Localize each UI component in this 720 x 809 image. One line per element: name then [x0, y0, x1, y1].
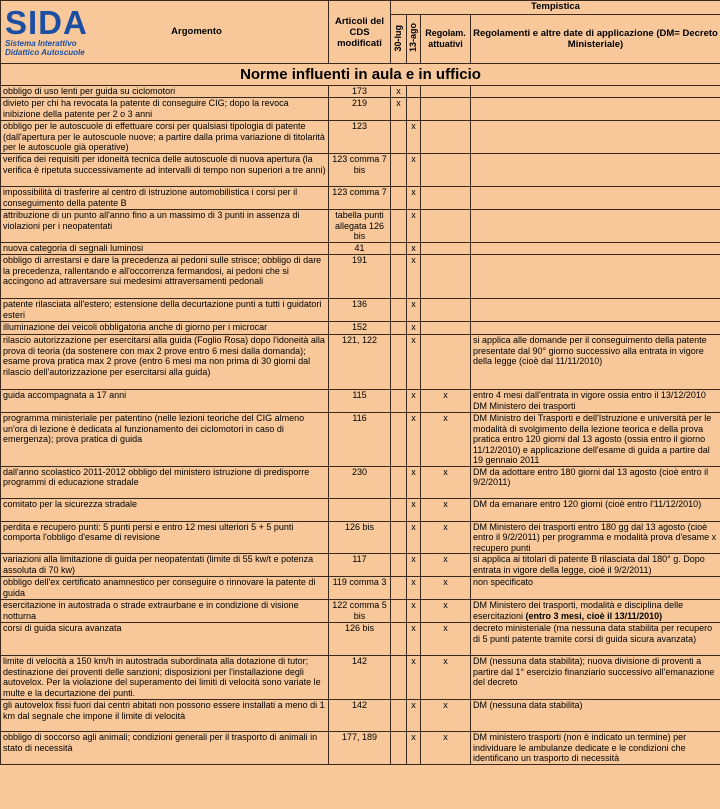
cell-argomento-text: obbligo di uso lenti per guida su ciclomotori	[3, 86, 176, 96]
cell-13ago	[407, 554, 421, 577]
cell-articoli	[329, 322, 391, 335]
cell-argomento-text: attribuzione di un punto all'anno fino a un massimo di 3 punti in assenza di violazioni per i neopatentati	[3, 210, 300, 231]
cell-articoli-text: 142	[351, 656, 368, 666]
cell-articoli	[329, 187, 391, 210]
cell-argomento-text: illuminazione dei veicoli obbligatoria anche di giorno per i microcar	[3, 322, 268, 332]
cell-13ago-text: x	[411, 299, 416, 309]
logo-subtitle-1: Sistema Interattivo	[5, 39, 77, 48]
cell-articoli	[329, 390, 391, 413]
col-30lug: 30-lug	[393, 24, 404, 52]
table-row	[1, 154, 720, 187]
table-row	[1, 498, 720, 521]
cell-13ago-text: x	[411, 255, 416, 265]
cell-articoli	[329, 98, 391, 121]
cell-articoli	[329, 299, 391, 322]
cell-articoli-text: 142	[351, 700, 368, 710]
cell-regolam	[421, 732, 471, 765]
cell-argomento	[1, 413, 329, 467]
cell-articoli	[329, 243, 391, 255]
cell-argomento	[1, 700, 329, 732]
cell-13ago	[407, 121, 421, 154]
cell-argomento	[1, 623, 329, 656]
cell-regolam-text: x	[443, 700, 448, 710]
cell-13ago	[407, 86, 421, 98]
cell-30lug	[391, 732, 407, 765]
cell-articoli-text: 136	[351, 299, 368, 309]
table-row	[1, 390, 720, 413]
cell-argomento	[1, 577, 329, 600]
cell-regolam	[421, 299, 471, 322]
cell-articoli	[329, 732, 391, 765]
col-30lug-cell	[391, 15, 407, 64]
cell-articoli-text: 230	[351, 466, 368, 477]
cell-argomento-text: dall'anno scolastico 2011-2012 obbligo del ministero istruzione di predisporre programmi di educazione stradale	[3, 466, 310, 487]
cell-13ago	[407, 577, 421, 600]
cell-articoli-text: 121, 122	[341, 335, 378, 345]
cell-regolam-text: x	[443, 390, 448, 400]
cell-regolamenti-text: decreto ministeriale (ma nessuna data stabilita per recupero di 5 punti patente tramite corsi di guida sicura avanzata)	[473, 623, 713, 644]
cell-regolamenti-text: DM (nessuna data stabilita); nuova divisione di proventi a partire dal 1° esercizio finanziario successivo all'emanazione del decreto	[473, 656, 715, 687]
table-row	[1, 577, 720, 600]
cell-argomento-text: divieto per chi ha revocata la patente di conseguire CIG; dopo la revoca inibizione della patente per 2 o 3 anni	[3, 98, 289, 119]
cell-articoli-text: 177, 189	[341, 732, 378, 742]
cell-argomento	[1, 210, 329, 243]
cell-argomento	[1, 521, 329, 554]
cell-articoli	[329, 121, 391, 154]
logo-word: SIDA	[5, 4, 88, 41]
cell-30lug-text: x	[396, 86, 401, 96]
cell-30lug	[391, 98, 407, 121]
cell-articoli	[329, 498, 391, 521]
cell-regolam	[421, 700, 471, 732]
cell-regolamenti-text: DM Ministero dei trasporti, modalità e disciplina delle esercitazioni	[473, 600, 684, 621]
cell-regolamenti-text: DM Ministero dei trasporti entro 180 gg dal 13 agosto (cioè entro il 9/2/2011) per programma e modalità prova d'esame x recupero punti	[473, 521, 717, 553]
cell-regolam	[421, 600, 471, 623]
cell-13ago-text: x	[411, 121, 416, 131]
cell-regolam	[421, 466, 471, 498]
cell-argomento	[1, 554, 329, 577]
cell-articoli	[329, 255, 391, 299]
table-body	[1, 86, 720, 765]
cell-13ago	[407, 700, 421, 732]
cell-regolamenti-bold: (entro 3 mesi, cioè il 13/11/2010)	[525, 610, 663, 621]
cell-13ago	[407, 154, 421, 187]
cell-regolamenti	[471, 86, 720, 98]
cell-regolamenti	[471, 322, 720, 335]
cell-articoli-text: 119 comma 3	[332, 577, 387, 587]
cell-30lug	[391, 656, 407, 700]
cell-regolam-text: x	[443, 413, 448, 423]
table-row	[1, 466, 720, 498]
cell-regolam-text: x	[443, 498, 448, 509]
cell-argomento-text: corsi di guida sicura avanzata	[3, 623, 122, 633]
cell-13ago-text: x	[411, 554, 416, 564]
cell-regolam-text: x	[443, 600, 448, 610]
table-row	[1, 86, 720, 98]
col-articoli: Articoli del CDS modificati	[329, 1, 391, 64]
table-row	[1, 623, 720, 656]
cell-regolam-text: x	[443, 554, 448, 564]
cell-articoli	[329, 700, 391, 732]
cell-regolamenti-text: si applica alle domande per il conseguimento della patente presentate dal 90° giorno successivo alla entrata in vigore della legge (cioè dal 11/11/2010)	[473, 335, 707, 366]
cell-regolamenti	[471, 121, 720, 154]
cell-argomento-text: obbligo di arrestarsi e dare la precedenza ai pedoni sulle strisce; obbligo di dare la precedenza, rallentando e all'occorrenza fermandosi, ai pedoni che si accingono ad attraversare sui medesimi attraversamenti pedonali	[3, 255, 322, 286]
cell-argomento	[1, 154, 329, 187]
cell-argomento-text: gli autovelox fissi fuori dai centri abitati non possono essere installati a meno di 1 km dal segnale che impone il limite di velocità	[3, 700, 325, 721]
cell-regolam	[421, 154, 471, 187]
cell-articoli	[329, 554, 391, 577]
cell-argomento-text: limite di velocità a 150 km/h in autostrada subordinata alla dotazione di tutor; destinazione dei proventi delle sanzioni; disposizioni per l'installazione degli autovelox. Per la violazione del superamento dei limiti di velocità sono variate le multe e la decurtazione dei punti.	[3, 656, 321, 698]
col-regolam: Regolam. attuativi	[421, 15, 471, 64]
cell-30lug	[391, 154, 407, 187]
cell-articoli-text: 122 comma 5 bis	[332, 600, 387, 621]
cell-argomento	[1, 335, 329, 390]
table-row	[1, 210, 720, 243]
cell-regolamenti	[471, 243, 720, 255]
cell-regolam	[421, 577, 471, 600]
cell-articoli-text: 123 comma 7 bis	[332, 154, 387, 175]
cell-13ago-text: x	[411, 322, 416, 332]
cell-regolamenti	[471, 466, 720, 498]
cell-13ago-text: x	[411, 623, 416, 633]
header-row-top	[1, 1, 720, 15]
cell-30lug	[391, 322, 407, 335]
table-row	[1, 299, 720, 322]
cell-articoli	[329, 623, 391, 656]
cell-13ago	[407, 466, 421, 498]
cell-regolamenti	[471, 732, 720, 765]
cell-argomento	[1, 656, 329, 700]
cell-regolamenti	[471, 390, 720, 413]
cell-argomento	[1, 121, 329, 154]
cell-13ago	[407, 656, 421, 700]
cell-regolamenti	[471, 623, 720, 656]
cell-13ago-text: x	[411, 700, 416, 710]
table-row	[1, 121, 720, 154]
cell-argomento-text: nuova categoria di segnali luminosi	[3, 243, 144, 253]
cell-regolam	[421, 413, 471, 467]
cell-13ago-text: x	[411, 498, 416, 509]
cell-13ago	[407, 210, 421, 243]
cell-regolamenti	[471, 554, 720, 577]
cell-regolam	[421, 86, 471, 98]
cell-regolam	[421, 98, 471, 121]
cell-argomento	[1, 498, 329, 521]
table-row	[1, 600, 720, 623]
col-13ago: 13-ago	[408, 23, 419, 53]
table-row	[1, 255, 720, 299]
cell-regolam-text: x	[443, 732, 448, 742]
cell-13ago-text: x	[411, 154, 416, 164]
cell-regolamenti-text: non specificato	[473, 577, 534, 587]
cell-argomento	[1, 466, 329, 498]
cell-13ago-text: x	[411, 187, 416, 197]
cell-argomento	[1, 732, 329, 765]
cell-articoli-text: 117	[352, 554, 367, 564]
cell-13ago-text: x	[411, 243, 416, 253]
cell-argomento-text: perdita e recupero punti: 5 punti persi e entro 12 mesi ulteriori 5 + 5 punti comporta l'obbligo d'esame di revisione	[3, 521, 294, 542]
cell-articoli	[329, 86, 391, 98]
cell-13ago	[407, 521, 421, 554]
table-row	[1, 243, 720, 255]
cell-argomento	[1, 390, 329, 413]
cell-13ago	[407, 322, 421, 335]
cell-articoli	[329, 154, 391, 187]
cell-argomento-text: obbligo dell'ex certificato anamnestico per conseguire o rinnovare la patente di guida	[3, 577, 316, 598]
cell-regolam	[421, 255, 471, 299]
cell-articoli-text: 123 comma 7	[332, 187, 387, 197]
cell-regolam-text: x	[443, 577, 448, 587]
table-row	[1, 98, 720, 121]
table-row	[1, 732, 720, 765]
cell-regolamenti	[471, 577, 720, 600]
cell-30lug	[391, 335, 407, 390]
cell-articoli-text: 173	[351, 86, 368, 96]
cell-30lug	[391, 255, 407, 299]
cell-13ago	[407, 299, 421, 322]
header-argomento-cell	[1, 1, 329, 64]
cell-regolamenti-text: DM da adottare entro 180 giorni dal 13 agosto (cioè entro il 9/2/2011)	[473, 466, 709, 487]
cell-argomento-text: esercitazione in autostrada o strade extraurbane e in condizione di visione notturna	[3, 600, 299, 621]
table-row	[1, 322, 720, 335]
cell-argomento	[1, 255, 329, 299]
col-argomento: Argomento	[171, 25, 222, 37]
cell-30lug	[391, 521, 407, 554]
cell-articoli-text: 126 bis	[344, 521, 375, 532]
cell-articoli-text: 115	[352, 390, 367, 400]
cell-regolamenti-text: DM (nessuna data stabilita)	[473, 700, 583, 710]
cell-30lug	[391, 623, 407, 656]
cell-regolamenti	[471, 187, 720, 210]
cell-regolamenti-text: si applica ai titolari di patente B rilasciata dal 180° g. Dopo entrata in vigore della legge, cioè il 9/2/2011)	[473, 554, 705, 575]
cell-13ago-text: x	[411, 210, 416, 220]
cell-regolam	[421, 656, 471, 700]
cell-regolamenti-text: DM Ministro dei Trasporti e dell'Istruzione e università per le modalità di svolgimento della lezione teorica e della prova pratica entro 120 giorni dal 13 agosto (ossia entro il giorno 11/12/2010) e applicazione dell'esame di guida a partire dal 19 gennaio 2011	[473, 413, 712, 465]
cell-regolam-text: x	[443, 521, 448, 532]
table-row	[1, 554, 720, 577]
cell-regolamenti	[471, 154, 720, 187]
cell-regolamenti	[471, 600, 720, 623]
sida-logo	[1, 4, 125, 57]
cell-regolamenti	[471, 656, 720, 700]
cell-argomento-text: programma ministeriale per patentino (nelle lezioni teoriche del CIG almeno un'ora di lezione è dedicata al funzionamento dei ciclomotori in caso di emergenza); prova pratica di guida	[3, 413, 305, 444]
cell-articoli-text: 152	[351, 322, 368, 332]
cell-30lug	[391, 700, 407, 732]
cell-regolam-text: x	[443, 656, 448, 666]
table-row	[1, 187, 720, 210]
cell-articoli-text: 41	[354, 243, 365, 253]
cell-13ago-text: x	[411, 413, 416, 423]
cell-13ago	[407, 623, 421, 656]
cell-articoli-text: 116	[352, 413, 367, 423]
cell-articoli-text: 219	[351, 98, 368, 108]
cell-articoli	[329, 466, 391, 498]
table-row	[1, 335, 720, 390]
cell-articoli-text: 191	[351, 255, 368, 265]
cell-13ago	[407, 98, 421, 121]
cell-argomento	[1, 299, 329, 322]
cell-13ago-text: x	[411, 521, 416, 532]
cell-regolamenti-text: entro 4 mesi dall'entrata in vigore ossia entro il 13/12/2010 DM Ministero dei trasporti	[473, 390, 706, 411]
cell-articoli	[329, 335, 391, 390]
section-row	[1, 64, 720, 86]
cell-30lug	[391, 121, 407, 154]
cell-argomento-text: obbligo per le autoscuole di effettuare corsi per qualsiasi tipologia di patente (dall'apertura per le autoscuole nuove; a partire dalla prima variazione di titolarità per le autoscuole già operative)	[3, 121, 325, 152]
cell-argomento	[1, 322, 329, 335]
logo-subtitle-2: Didattico Autoscuole	[5, 48, 85, 57]
cell-regolam	[421, 121, 471, 154]
cell-13ago	[407, 413, 421, 467]
cell-regolam-text: x	[443, 623, 448, 633]
cell-argomento-text: comitato per la sicurezza stradale	[3, 498, 138, 509]
cell-13ago	[407, 255, 421, 299]
cell-13ago	[407, 600, 421, 623]
cell-argomento-text: variazioni alla limitazione di guida per neopatentati (limite di 55 kw/t e potenza assoluta di 70 kw)	[3, 554, 314, 575]
cell-30lug-text: x	[396, 98, 401, 108]
cell-regolam	[421, 498, 471, 521]
cell-regolam	[421, 243, 471, 255]
cell-30lug	[391, 390, 407, 413]
cell-13ago	[407, 335, 421, 390]
cell-13ago-text: x	[411, 600, 416, 610]
cell-30lug	[391, 554, 407, 577]
cell-regolam	[421, 335, 471, 390]
cell-argomento	[1, 86, 329, 98]
cell-argomento-text: guida accompagnata a 17 anni	[3, 390, 127, 400]
cell-regolamenti	[471, 255, 720, 299]
cell-13ago-text: x	[411, 466, 416, 477]
cell-regolam	[421, 187, 471, 210]
cell-articoli-text: 123	[351, 121, 368, 131]
cell-13ago	[407, 187, 421, 210]
cell-regolamenti	[471, 98, 720, 121]
cell-regolamenti-text: DM ministero trasporti (non è indicato un termine) per individuare le ambulanze dedicate e le condizioni che identificano un trasporto di necessità	[473, 732, 687, 763]
cell-articoli	[329, 600, 391, 623]
cell-regolam	[421, 623, 471, 656]
cell-articoli	[329, 210, 391, 243]
section-title: Norme influenti in aula e in ufficio	[1, 64, 720, 86]
cell-regolamenti	[471, 521, 720, 554]
cell-articoli-text: tabella punti allegata 126 bis	[334, 210, 385, 241]
cell-argomento	[1, 600, 329, 623]
cell-argomento-text: rilascio autorizzazione per esercitarsi alla guida (Foglio Rosa) dopo l'idoneità alla prova di teoria (da sostenere con max 2 prove entro 6 mesi dalla domanda); esame prova pratica max 2 prove (entro 6 mesi ma non prima di 30 giorni dal rilascio dell'autorizzazione per esercitarsi alla guida)	[3, 335, 325, 377]
cell-argomento-text: verifica dei requisiti per idoneità tecnica delle autoscuole di nuova apertura (la verifica è ripetuta successivamente ad intervalli di tempo non superiori a tre anni)	[3, 154, 326, 175]
cell-articoli	[329, 521, 391, 554]
cell-30lug	[391, 600, 407, 623]
cell-30lug	[391, 299, 407, 322]
col-13ago-cell	[407, 15, 421, 64]
cell-13ago-text: x	[411, 577, 416, 587]
cell-argomento	[1, 98, 329, 121]
cell-regolamenti	[471, 299, 720, 322]
cell-regolamenti	[471, 210, 720, 243]
cell-regolam	[421, 554, 471, 577]
cell-13ago	[407, 732, 421, 765]
cell-13ago-text: x	[411, 732, 416, 742]
table-row	[1, 521, 720, 554]
table-row	[1, 656, 720, 700]
cell-13ago	[407, 243, 421, 255]
cell-argomento	[1, 187, 329, 210]
cell-regolam	[421, 210, 471, 243]
cell-articoli-text: 126 bis	[344, 623, 375, 633]
cell-13ago-text: x	[411, 335, 416, 345]
cell-30lug	[391, 86, 407, 98]
cell-regolamenti	[471, 498, 720, 521]
cell-regolam-text: x	[443, 466, 448, 477]
cell-30lug	[391, 413, 407, 467]
cell-13ago-text: x	[411, 656, 416, 666]
col-tempistica: Tempistica	[391, 1, 720, 15]
cell-30lug	[391, 577, 407, 600]
cell-articoli	[329, 413, 391, 467]
cell-13ago	[407, 498, 421, 521]
cell-argomento-text: impossibilità di trasferire al centro di istruzione automobilistica i corsi per il conseguimento della patente B	[3, 187, 298, 208]
cell-30lug	[391, 210, 407, 243]
cell-articoli	[329, 656, 391, 700]
cell-regolam	[421, 322, 471, 335]
table-row	[1, 700, 720, 732]
cell-regolamenti-text: DM da emanare entro 120 giorni (cioè entro l'11/12/2010)	[473, 498, 702, 509]
cell-30lug	[391, 466, 407, 498]
cell-13ago-text: x	[411, 390, 416, 400]
cell-30lug	[391, 243, 407, 255]
table-row	[1, 413, 720, 467]
cell-13ago	[407, 390, 421, 413]
cell-regolam	[421, 390, 471, 413]
cell-regolamenti	[471, 335, 720, 390]
cell-regolamenti	[471, 413, 720, 467]
cell-argomento-text: obbligo di soccorso agli animali; condizioni generali per il trasporto di animali in stato di necessità	[3, 732, 318, 753]
col-regolamenti: Regolamenti e altre date di applicazione (DM= Decreto Ministeriale)	[471, 15, 720, 64]
cell-regolam	[421, 521, 471, 554]
cell-articoli	[329, 577, 391, 600]
cell-30lug	[391, 498, 407, 521]
cell-regolamenti	[471, 700, 720, 732]
cell-30lug	[391, 187, 407, 210]
cell-argomento	[1, 243, 329, 255]
cell-argomento-text: patente rilasciata all'estero; estensione della decurtazione punti a tutti i guidatori esteri	[3, 299, 322, 320]
